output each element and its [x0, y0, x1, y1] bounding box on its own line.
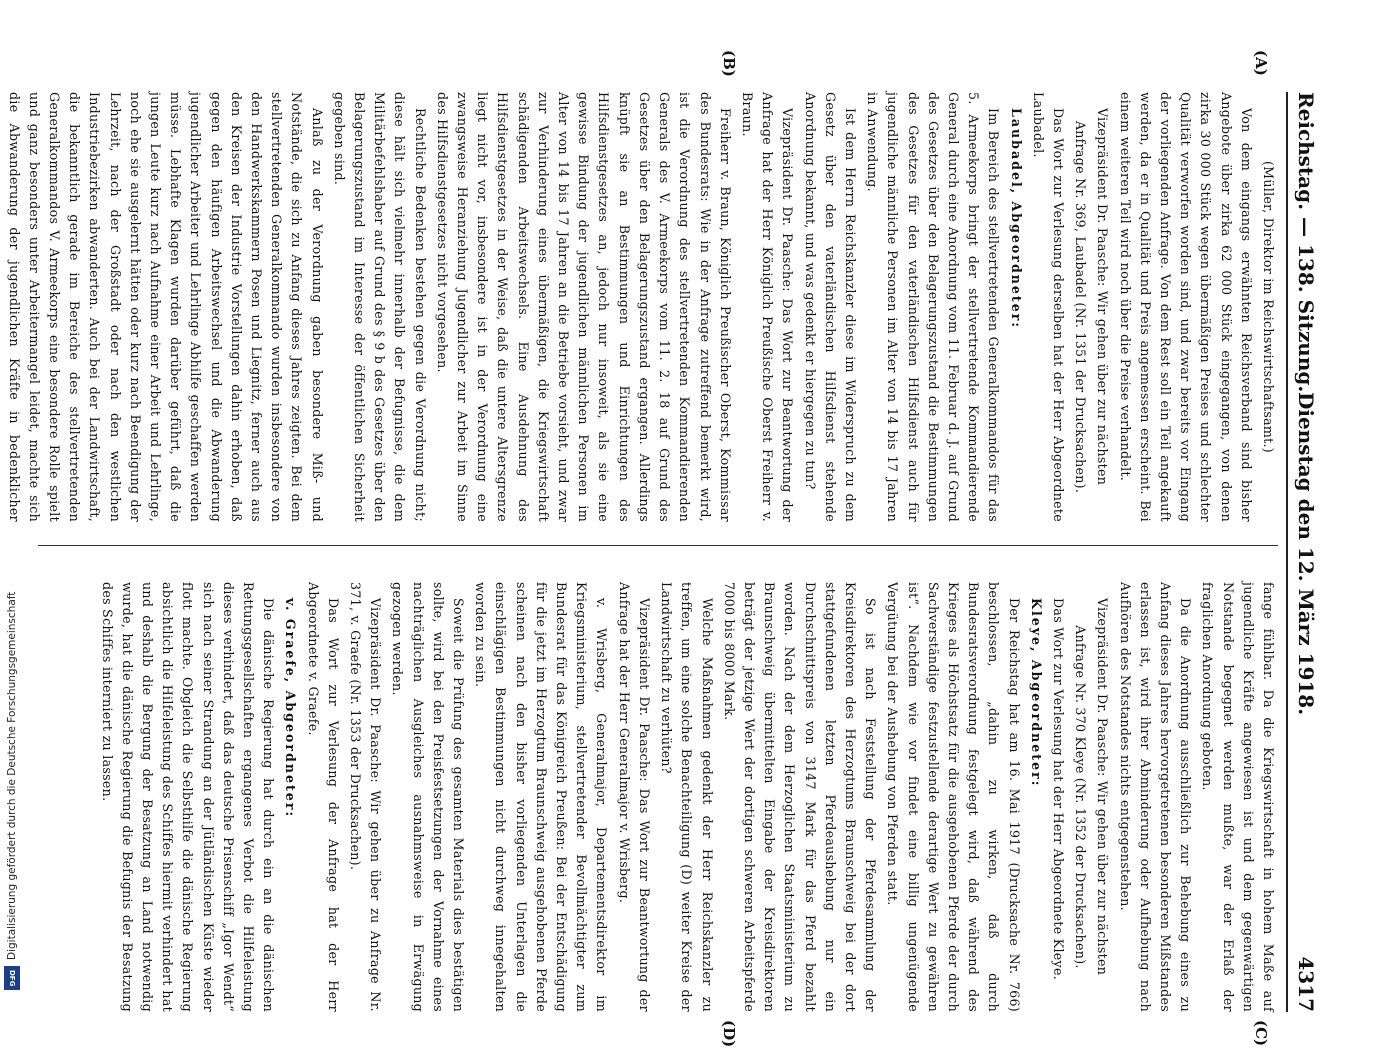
paragraph: Freiherr v. Braun, Königlich Preußischer Oberst, Kommissar des Bundesrats: Wie in der Anfrage zutreffend bemerkt wird, ist die Verordnung des stellvertretenden Kommandierenden Generals des V. Armeekorps vom 11. 2. 18 auf Grund des Gesetzes über den Belagerungszustand ergangen. Allerdings knüpft sie an Bestimmungen und Einrichtungen des Hilfsdienstgesetzes an, jedoch nur insoweit, als sie eine gewisse Bindung der jugendlichen männlichen Personen im Alter von 14 bis 17 Jahren an die Betriebe vorsieht, und zwar zur Verhinderung eines übermäßigen, die Kriegswirtschaft schädigenden Arbeitswechsels. Eine Ausdehnung des Hilfsdienstgesetzes in der Weise, daß die untere Altersgrenze liegt nicht vor, insbesondere ist in der Verordnung eine zwangsweise Heranziehung Jugendlicher zur Arbeit im Sinne des Hilfsdienstgesetzes nicht vorgesehen. — [434, 92, 733, 522]
paragraph: Im Bereich des stellvertretenden Generalkommandos für das 5. Armeekorps bringt der stellvertretende Kommandierende General durch eine Anordnung vom 11. Februar d. J. auf Grund des Gesetzes über den Belagerungszustand die Bestimmungen des Gesetzes für den vaterländischen Hilfsdienst auch für jugendliche männliche Personen im Alter von 14 bis 17 Jahren in Anwendung. — [865, 92, 1002, 522]
margin-marker-b: (B) — [720, 50, 738, 77]
speaker-heading: v. Graefe, Abgeordneter: — [283, 598, 299, 819]
paragraph: Welche Maßnahmen gedenkt der Herr Reichskanzler zu treffen, um eine solche Benachteiligung (D) weiter Kreise der Landwirtschaft zu verhüten? — [659, 582, 715, 1012]
right-column — [38, 582, 1278, 1012]
speaker-heading: Kleye, Abgeordneter: — [1028, 598, 1044, 788]
paragraph: Das Wort zur Verlesung derselben hat der Herr Abgeordnete Laubadel. — [1030, 92, 1066, 522]
paragraph: v. Wrisberg, Generalmajor, Departementsdirektor im Kriegsministerium, stellvertretender Bevollmächtigter zum Bundesrat für das Königreich Preußen: Bei der Entschädigung für die jetzt im Herzogtum Braunschweig ausgehobenen Pferde scheinen nach den bisher vorliegenden Unterlagen die einschlägigen Bestimmungen nicht durchweg innegehalten worden zu sein. — [473, 582, 610, 1012]
paragraph: Vizepräsident Dr. Paasche: Wir gehen über zur nächsten — [1095, 598, 1111, 976]
paragraph: Der Reichstag hat am 16. Mai 1917 (Drucksache Nr. 766) beschlossen, „dahin zu wirken, daß durch Bundesratsverordnung festgelegt wird, daß während des Krieges als Höchstsatz für die ausgehobenen Pferde der durch Sachverständige festzustellende derartige Wert zu gewähren ist“. Nachdem wie vor findet eine billig ungenügende Vergütung bei der Aushebung von Pferden statt. — [885, 582, 1022, 1012]
paragraph: Das Wort zur Verlesung hat der Herr Abgeordnete Kleye. — [1050, 598, 1066, 981]
margin-marker-a: (A) — [1252, 50, 1270, 76]
paragraph: Anlaß zu der Verordnung gaben besondere Miß- und Notstände, die sich zu Anfang dieses Jahres zeigten. Bei dem stellvertretenden Generalkommando wurden insbesondere von den Handwerkskammern Posen und Liegnitz, ferner auch aus den Kreisen der Industrie Vorstellungen dahin erhoben, daß gegen den häufigen Arbeitswechsel und die Abwanderung jugendlicher Arbeiter und Lehrlinge Abhilfe geschaffen werden müsse. Lebhafte Klagen wurden darüber geführt, daß die jungen Leute kurz nach Aufnahme einer Arbeit und Lehrlinge, noch ehe sie ausgelernt hätten oder kurz nach Beendigung der Lehrzeit, nach der Großstadt oder nach den westlichen Industriebezirken abwanderten. Auch bei der Landwirtschaft, die bekanntlich gerade im Bereiche des stellvertretenden Generalkommandos V. Armeekorps eine besondere Rolle spielt und ganz besonders unter Arbeitermangel leidet, machte sich die Abwanderung der jugendlichen Kräfte in bedenklicher — [6, 92, 325, 522]
paragraph: Vizepräsident Dr. Paasche: Wir gehen über zu Anfrage Nr. 371, v. Graefe (Nr. 1353 der Drucksachen). — [348, 582, 384, 1012]
left-column — [6, 92, 1278, 522]
paragraph: Da die Anordnung ausschließlich zur Behebung eines zu Anfang dieses Jahres hervorgetretenen besonderen Mißstandes erlassen ist, wird ihrer Abminderung oder Aufhebung nach Aufhören des Notstandes nichts entgegenstehen. — [1117, 582, 1194, 1012]
credit-text: Digitalisierung gefördert durch die Deutsche Forschungsgemeinschaft — [6, 591, 18, 960]
paragraph: Anfrage Nr. 369, Laubadel (Nr. 1351 der Drucksachen). — [1073, 120, 1089, 494]
speaker-heading: Laubadel, Abgeordneter: — [1008, 108, 1024, 330]
page-number: 4317 — [1294, 956, 1318, 1012]
paragraph: Die dänische Regierung hat durch ein an die dänischen Rettungsgesellschaften ergangenes Verbot die Hilfeleistung dieses verhindert, daß das deutsche Prisenschiff „Igor Wendt“ sich nach seiner Strandung an der Jütländischen Küste wieder flott machte. Obgleich die Selbsthilfe die dänische Regierung absichtlich die Hilfeleistung des Schiffes hiermit verhindert hat und deshalb die Bergung der Besatzung an Land notwendig wurde, hat die dänische Regierung die Befugnis der Besatzung des Schiffes interniert zu lassen. — [99, 582, 277, 1012]
paragraph: Soweit die Prüfung des gesamten Materials dies bestätigen sollte, wird bei den Preisfestsetzungen der Vornahme eines nachträglichen Ausgleiches ausnahmsweise in Erwägung gezogen werden. — [390, 582, 467, 1012]
paragraph: So ist nach Feststellung der Pferdesammlung der Kreisdirektoren des Herzogtums Braunschweig bei der dort stattgefundenen letzten Pferdeaushebung nur ein Durchschnittspreis von 3147 Mark für das Pferd bezahlt worden. Nach der dem Herzoglichen Staatsministerium zu Braunschweig übermittelten Eingabe der Kreisdirektoren beträgt der jetzige Wert der dortigen schweren Arbeitspferde 7000 bis 8000 Mark. — [721, 582, 879, 1012]
dfg-logo: DFG — [4, 966, 20, 990]
paragraph: Vizepräsident Dr. Paasche: Das Wort zur Beantwortung der Anfrage hat der Herr Generalmajor v. Wrisberg. — [616, 582, 652, 1012]
paragraph: Das Wort zur Verlesung der Anfrage hat der Herr Abgeordnete v. Graefe. — [305, 582, 341, 1012]
paragraph: Von dem eingangs erwähnten Reichsverband sind bisher Angebote über zirka 62 000 Stück eingegangen, von denen zirka 30 000 Stück wegen übermäßigen Preises und schlechter Qualität verworfen worden sind, und zwar bereits vor Eingang der vorliegenden Anfrage. Von dem Rest soll ein Teil angekauft werden, da er in Qualität und Preis angemessen erscheint. Bei einem weiteren Teil wird noch über die Preise verhandelt. — [1117, 92, 1254, 522]
column-divider — [38, 545, 1278, 546]
paragraph: Vizepräsident Dr. Paasche: Wir gehen über zur nächsten — [1095, 108, 1111, 486]
paragraph: fange fühlbar. Da die Kriegswirtschaft in hohem Maße auf jugendliche Kräfte angewiesen ist und dem gegenwärtigen Notstande begegnet werden mußte, war der Erlaß der fraglichen Anordnung geboten. — [1200, 582, 1276, 1012]
header-date: Dienstag den 12. März 1918. — [1294, 392, 1318, 716]
paragraph: Anfrage Nr. 370 Kleye (Nr. 1352 der Drucksachen). — [1073, 625, 1089, 969]
header-left: Reichstag. — 138. Sitzung. — [1294, 92, 1318, 393]
margin-marker-c: (C) — [1252, 1020, 1270, 1047]
digitization-credit — [0, 0, 26, 1000]
paragraph: Ist dem Herrn Reichskanzler diese im Widerspruch zu dem Gesetz über den vaterländischen Hilfsdienst stehende Anordnung bekannt, und was gedenkt er hiergegen zu tun? — [802, 92, 858, 522]
running-header — [1286, 92, 1322, 1012]
margin-marker-d: (D) — [720, 1020, 738, 1048]
paragraph: Rechtliche Bedenken bestehen gegen die Verordnung nicht; diese hält sich vielmehr innerhalb der Befugnisse, die dem Militärbefehlshaber auf Grund des § 9 b des Gesetzes über den Belagerungszustand im Interesse der öffentlichen Sicherheit gegeben sind. — [331, 92, 428, 522]
paragraph: Vizepräsident Dr. Paasche: Das Wort zur Beantwortung der Anfrage hat der Herr Königlich Preußische Oberst Freiherr v. Braun. — [739, 92, 796, 522]
paragraph: (Müller, Direktor im Reichswirtschaftsamt.) — [1261, 160, 1276, 454]
